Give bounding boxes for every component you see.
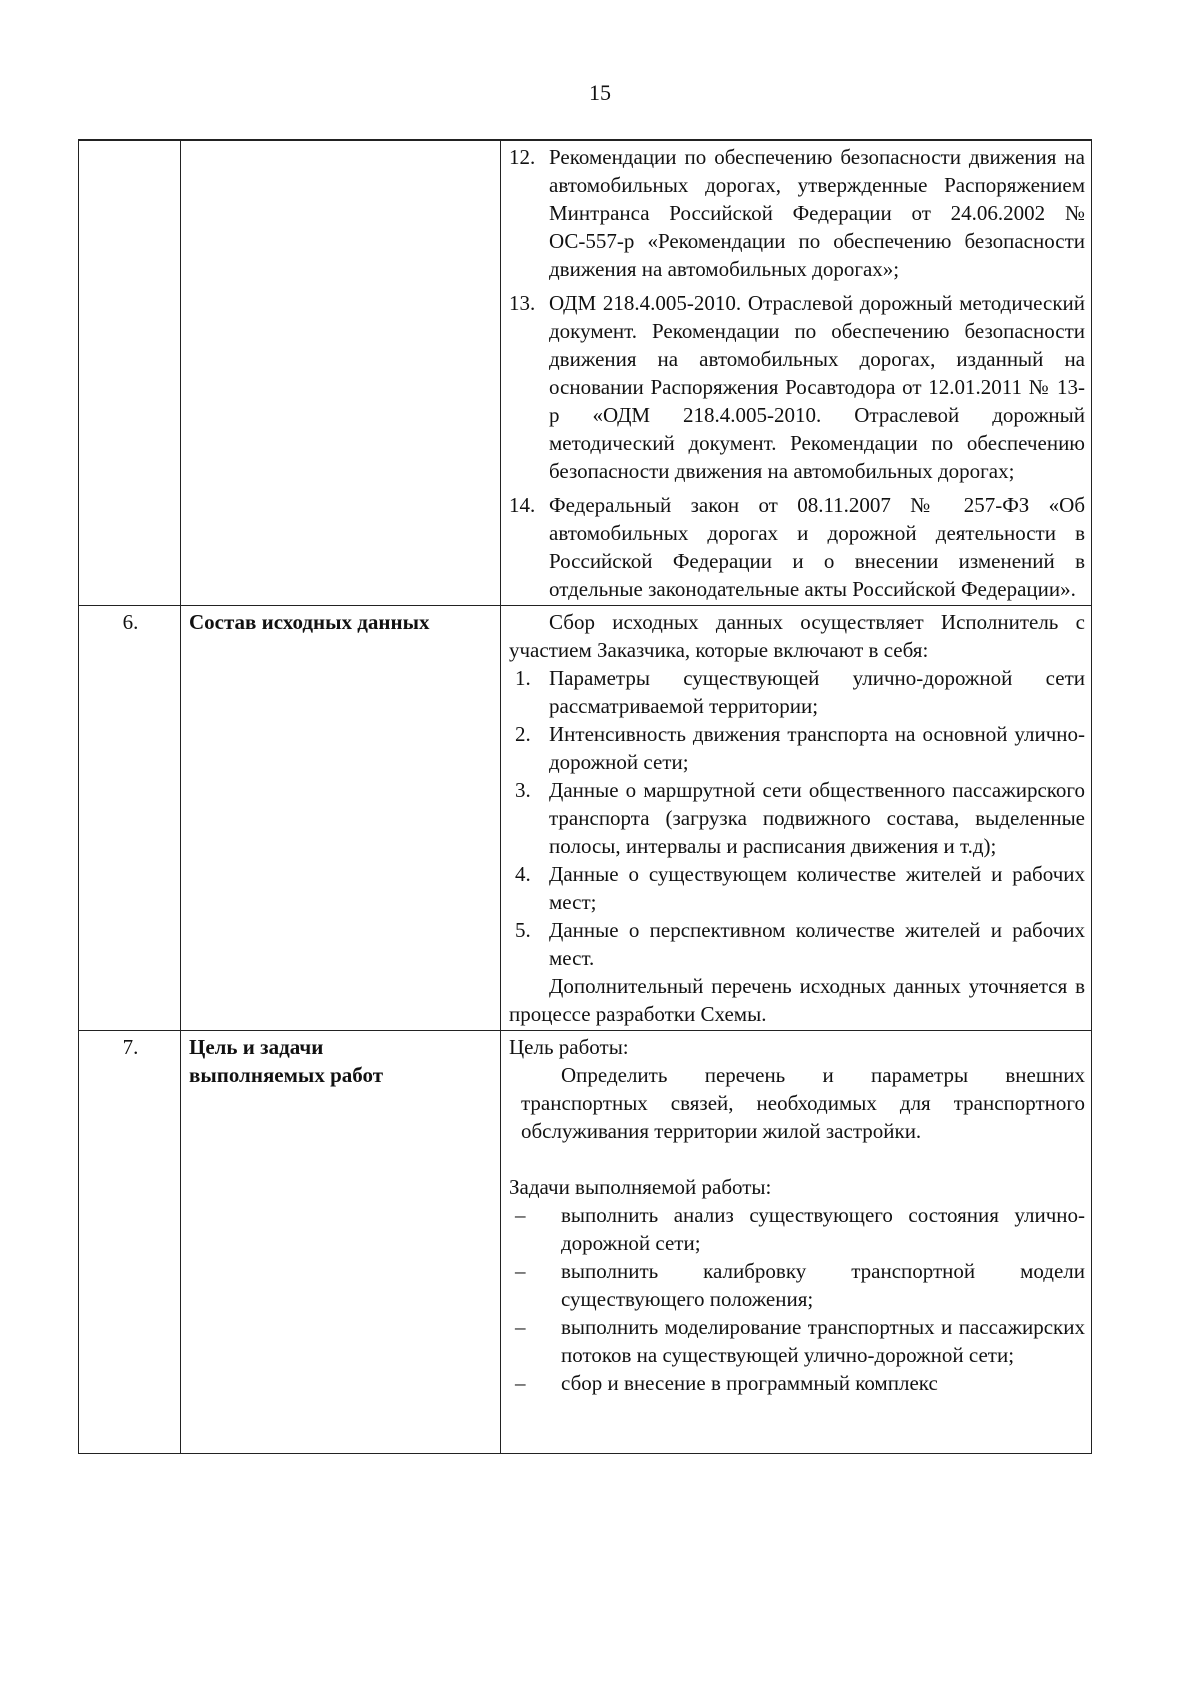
list-item [509,776,1085,860]
cell-goals-tasks [501,1031,1092,1454]
item-number: 12. [509,145,536,169]
dash-bullet: – [515,1371,526,1395]
goal-text: Определить перечень и параметры внешних транспортных связей, необходимых для транспортного обслуживания территории жилой застройки. [521,1063,1085,1143]
table-row-6 [79,606,1092,1031]
list-item [509,143,1085,283]
list-item [509,664,1085,720]
list-item [509,1201,1085,1257]
tasks-list [509,1201,1085,1397]
item-text: Данные о маршрутной сети общественного пассажирского транспорта (загрузка подвижного состава, выделенные полосы, интервалы и расписания движения и т.д); [549,778,1085,858]
row-number: 7. [79,1031,181,1454]
table-row-continued [79,140,1092,606]
cell-name-empty [181,140,501,606]
spacer [509,1145,1085,1173]
list-item [509,860,1085,916]
list-item [509,1313,1085,1369]
initial-data-list [509,664,1085,972]
list-item [509,491,1085,603]
item-text: выполнить моделирование транспортных и пассажирских потоков на существующей улично-дорожной сети; [561,1315,1085,1367]
list-item [509,289,1085,485]
list-item [509,1257,1085,1313]
cell-initial-data [501,606,1092,1031]
list-item [509,720,1085,776]
item-text: Федеральный закон от 08.11.2007 № 257-ФЗ «Об автомобильных дорогах и дорожной деятельности в Российской Федерации и о внесении изменений в отдельные законодательные акты Российской Федерации». [549,493,1085,601]
outro-text: Дополнительный перечень исходных данных уточняется в процессе разработки Схемы. [509,974,1085,1026]
row-title-line: выполняемых работ [189,1063,384,1087]
item-number: 4. [515,862,531,886]
item-number: 14. [509,493,536,517]
dash-bullet: – [515,1203,526,1227]
row-title [181,1031,501,1454]
list-item [509,916,1085,972]
table-row-7 [79,1031,1092,1454]
item-number: 5. [515,918,531,942]
list-item [509,1369,1085,1397]
dash-bullet: – [515,1259,526,1283]
row-title: Состав исходных данных [181,606,501,1031]
item-text: сбор и внесение в программный комплекс [561,1371,938,1395]
item-text: Интенсивность движения транспорта на основной улично-дорожной сети; [549,722,1085,774]
requirements-table [78,139,1092,1454]
item-number: 13. [509,291,536,315]
item-text: Рекомендации по обеспечению безопасности движения на автомобильных дорогах, утвержденные Распоряжением Минтранса Российской Федерации от 24.06.2002 № ОС-557-р «Рекомендации по обеспечению безопасности движения на автомобильных дорогах»; [549,145,1085,281]
item-text: выполнить калибровку транспортной модели существующего положения; [561,1259,1085,1311]
cell-documents [501,140,1092,606]
intro-text: Сбор исходных данных осуществляет Исполнитель с участием Заказчика, которые включают в себя: [509,610,1085,662]
item-text: Данные о перспективном количестве жителей и рабочих мест. [549,918,1085,970]
item-text: ОДМ 218.4.005-2010. Отраслевой дорожный методический документ. Рекомендации по обеспечению безопасности движения на автомобильных дорогах, изданный на основании Распоряжения Росавтодора от 12.01.2011 № 13-р «ОДМ 218.4.005-2010. Отраслевой дорожный методический документ. Рекомендации по обеспечению безопасности движения на автомобильных дорогах; [549,291,1085,483]
item-text: Параметры существующей улично-дорожной сети рассматриваемой территории; [549,666,1085,718]
goal-title: Цель работы: [509,1035,629,1059]
documents-list [509,143,1085,603]
item-text: выполнить анализ существующего состояния улично-дорожной сети; [561,1203,1085,1255]
row-number: 6. [79,606,181,1031]
item-text: Данные о существующем количестве жителей и рабочих мест; [549,862,1085,914]
item-number: 3. [515,778,531,802]
cell-number-empty [79,140,181,606]
item-number: 1. [515,666,531,690]
item-number: 2. [515,722,531,746]
dash-bullet: – [515,1315,526,1339]
tasks-title: Задачи выполняемой работы: [509,1175,772,1199]
row-title-line: Цель и задачи [189,1035,324,1059]
page-number: 15 [589,80,611,105]
